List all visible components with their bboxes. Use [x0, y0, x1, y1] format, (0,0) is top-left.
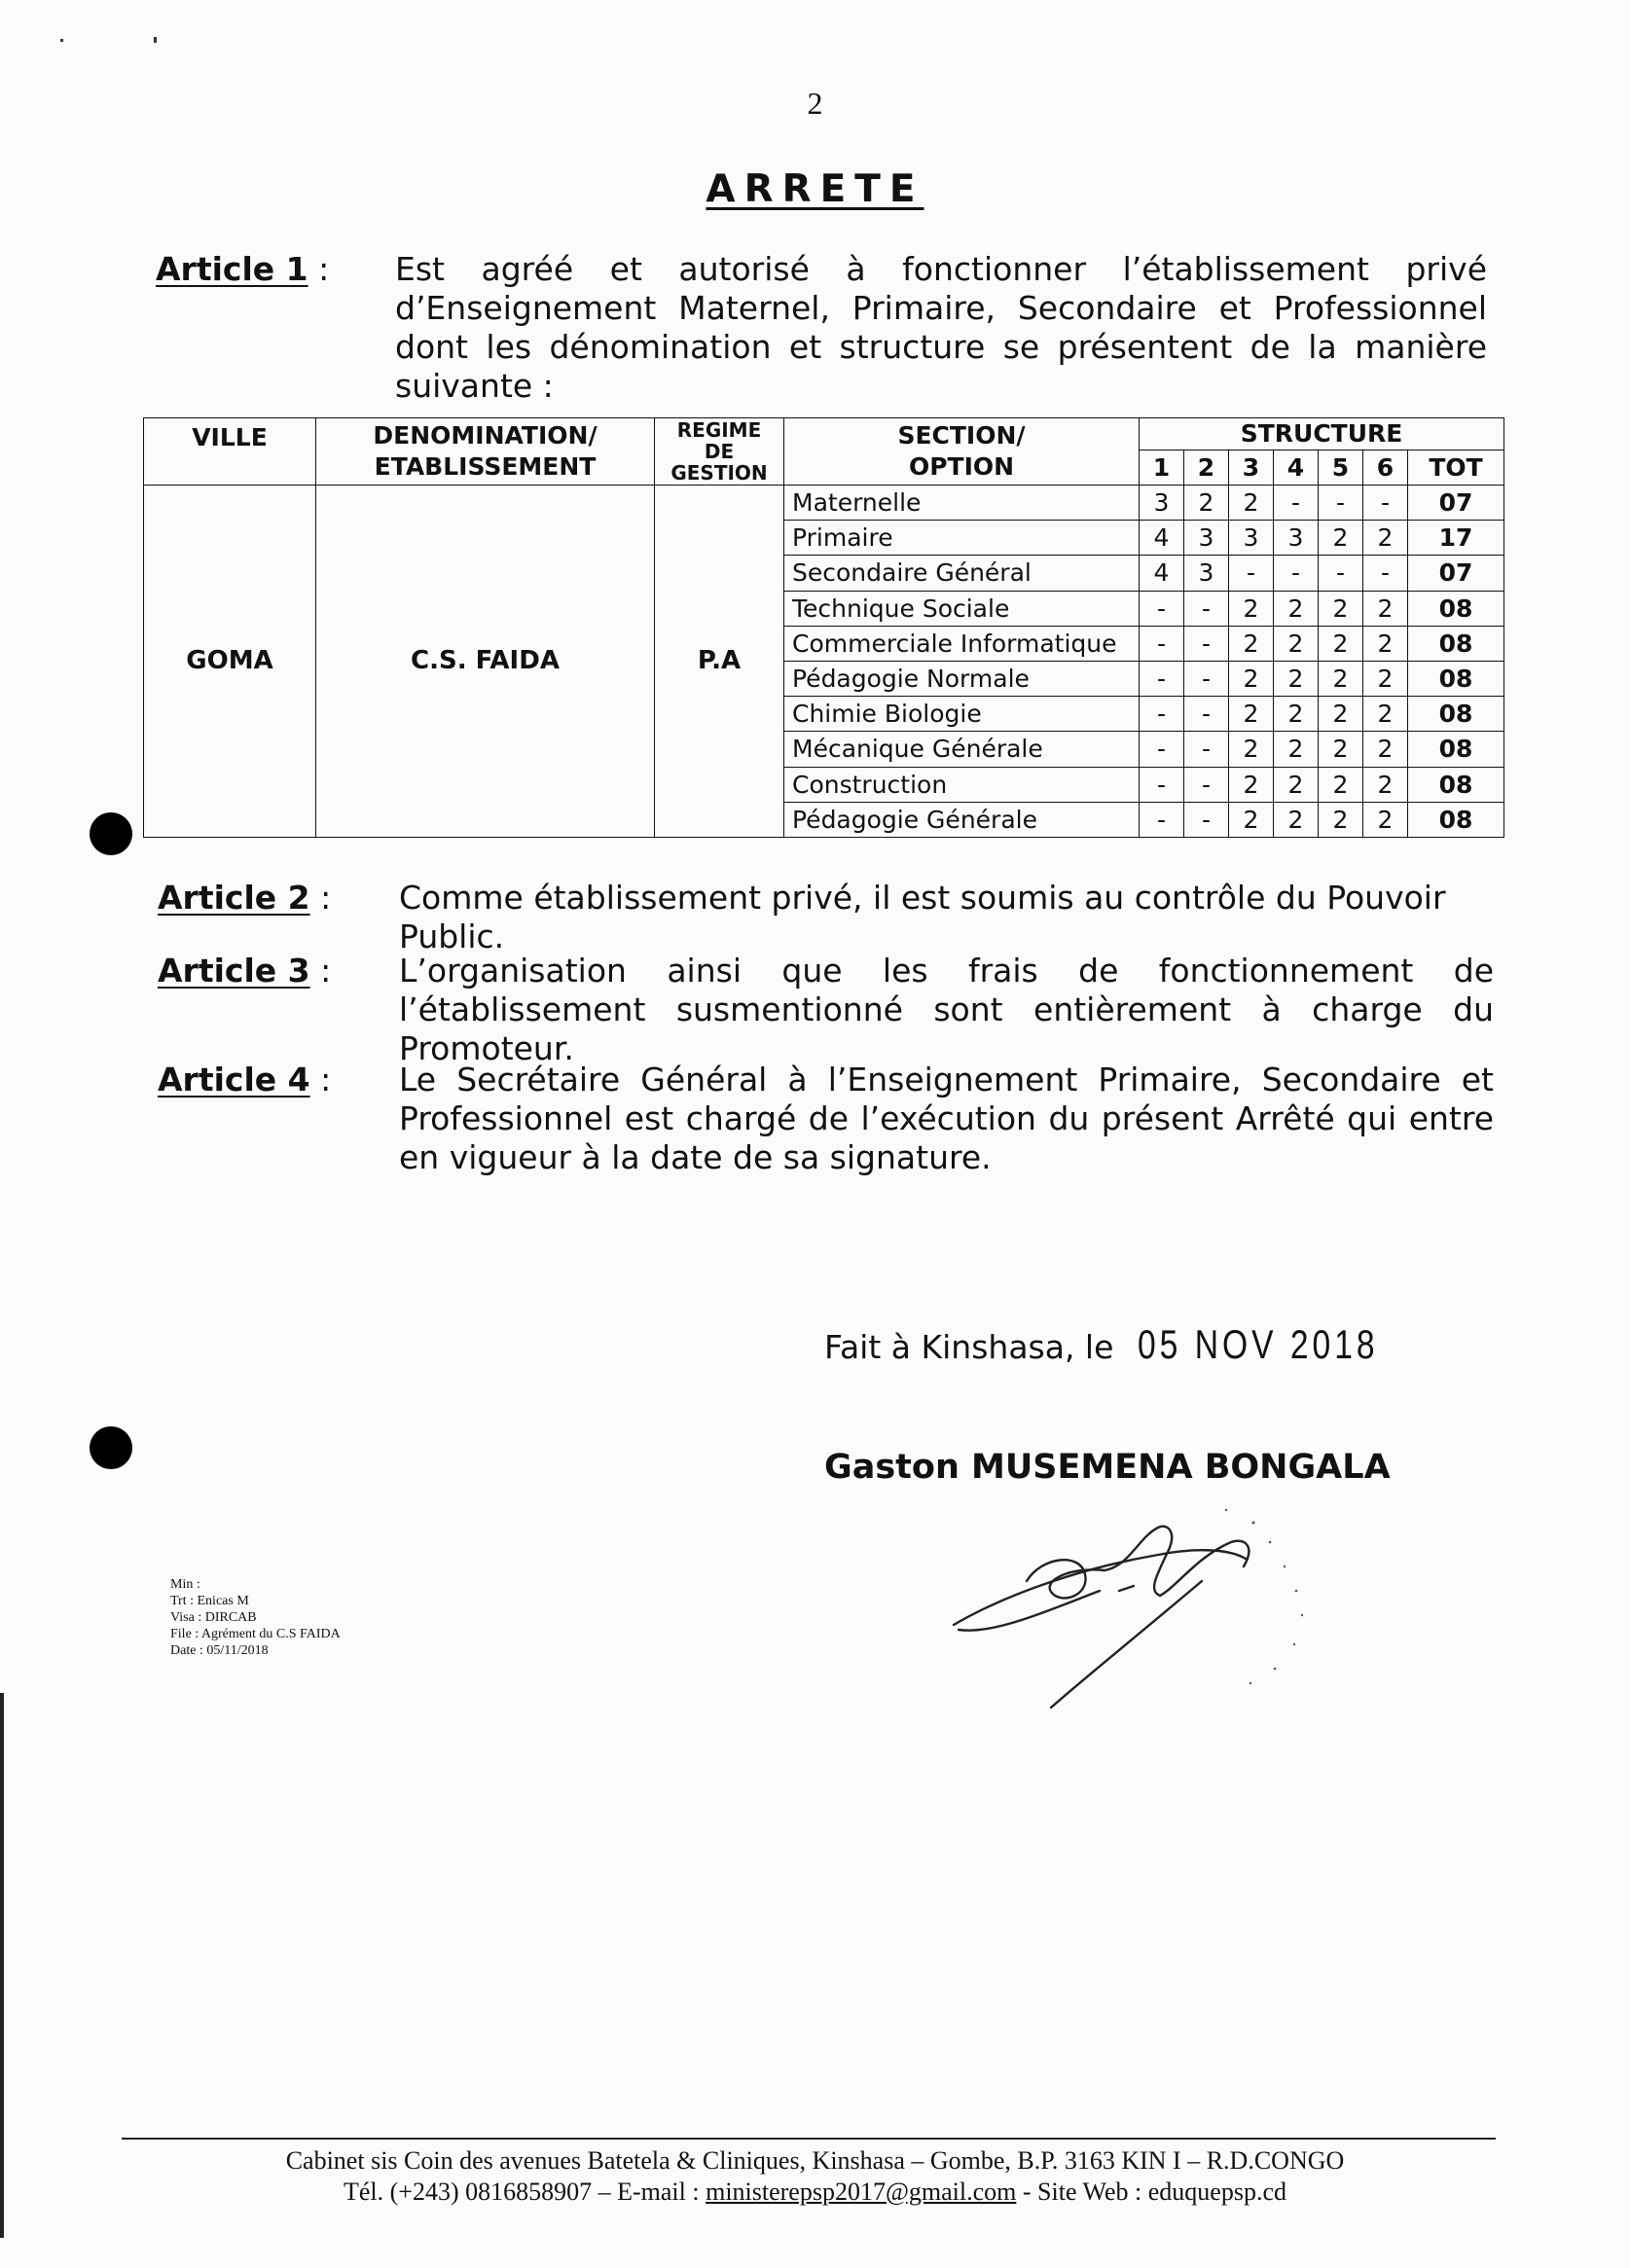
- reference-block: [170, 1576, 341, 1659]
- header-year-1: 1: [1140, 450, 1184, 486]
- cell-option: Maternelle: [784, 486, 1140, 521]
- cell-value: -: [1140, 591, 1184, 626]
- cell-total: 17: [1408, 521, 1504, 556]
- cell-value: 2: [1319, 732, 1363, 767]
- cell-value: 2: [1229, 732, 1274, 767]
- cell-value: 2: [1229, 591, 1274, 626]
- cell-value: 2: [1274, 732, 1319, 767]
- cell-value: -: [1184, 767, 1229, 802]
- scan-mark: [60, 39, 63, 42]
- cell-value: 2: [1229, 697, 1274, 732]
- cell-value: 2: [1229, 802, 1274, 837]
- article-4-text: Le Secrétaire Général à l’Enseignement Primaire, Secondaire et Professionnel est chargé de l’exécution du présent Arrêté qui entre en vigueur à la date de sa signature.: [399, 1061, 1494, 1176]
- cell-value: -: [1140, 802, 1184, 837]
- footer-address: Cabinet sis Coin des avenues Batetela & Cliniques, Kinshasa – Gombe, B.P. 3163 KIN I – R.D.CONGO: [285, 2146, 1345, 2175]
- structure-table: [143, 417, 1504, 838]
- cell-value: 2: [1363, 697, 1408, 732]
- cell-option: Chimie Biologie: [784, 697, 1140, 732]
- cell-value: -: [1184, 626, 1229, 661]
- cell-total: 08: [1408, 802, 1504, 837]
- article-3-label: Article 3 :: [158, 952, 332, 990]
- cell-value: -: [1140, 697, 1184, 732]
- cell-total: 08: [1408, 767, 1504, 802]
- article-label-text: Article 1: [156, 250, 308, 288]
- cell-value: -: [1274, 486, 1319, 521]
- cell-value: 2: [1363, 591, 1408, 626]
- cell-value: -: [1140, 661, 1184, 696]
- cell-value: -: [1184, 661, 1229, 696]
- article-label-text: Article 4: [158, 1061, 310, 1098]
- footer-email-link[interactable]: ministerepsp2017@gmail.com: [706, 2178, 1017, 2206]
- cell-value: -: [1184, 591, 1229, 626]
- footer-contact: [0, 2178, 1630, 2207]
- signatory-name: Gaston MUSEMENA BONGALA: [824, 1448, 1391, 1487]
- cell-value: -: [1319, 556, 1363, 591]
- handwritten-signature: [934, 1498, 1353, 1712]
- cell-value: -: [1140, 732, 1184, 767]
- cell-value: 2: [1229, 661, 1274, 696]
- cell-value: 2: [1274, 802, 1319, 837]
- cell-value: 2: [1363, 521, 1408, 556]
- cell-denomination: C.S. FAIDA: [316, 486, 655, 838]
- cell-option: Technique Sociale: [784, 591, 1140, 626]
- document-title: [0, 167, 1630, 211]
- header-year-3: 3: [1229, 450, 1274, 486]
- article-2-label: Article 2 :: [158, 879, 332, 917]
- ref-line: Visa : DIRCAB: [170, 1610, 257, 1625]
- cell-value: 2: [1363, 661, 1408, 696]
- cell-value: 3: [1184, 556, 1229, 591]
- cell-value: 2: [1274, 697, 1319, 732]
- place-text: Fait à Kinshasa, le: [824, 1328, 1114, 1366]
- article-1-label: Article 1 :: [156, 250, 330, 288]
- cell-value: 2: [1319, 661, 1363, 696]
- title-text: ARRETE: [706, 167, 924, 211]
- header-ville: VILLE: [144, 418, 316, 486]
- cell-value: -: [1319, 486, 1363, 521]
- cell-option: Commerciale Informatique: [784, 626, 1140, 661]
- cell-value: 2: [1319, 697, 1363, 732]
- cell-option: Pédagogie Générale: [784, 802, 1140, 837]
- cell-value: 2: [1319, 591, 1363, 626]
- cell-value: -: [1140, 626, 1184, 661]
- cell-value: -: [1363, 556, 1408, 591]
- article-label-text: Article 3: [158, 952, 310, 990]
- cell-option: Primaire: [784, 521, 1140, 556]
- cell-total: 08: [1408, 732, 1504, 767]
- cell-value: 2: [1229, 767, 1274, 802]
- table-row: [144, 486, 1504, 521]
- cell-value: 2: [1229, 486, 1274, 521]
- cell-option: Construction: [784, 767, 1140, 802]
- cell-value: -: [1363, 486, 1408, 521]
- footer-phone: Tél. (+243) 0816858907 – E-mail :: [343, 2178, 700, 2206]
- cell-value: 2: [1319, 767, 1363, 802]
- cell-option: Secondaire Général: [784, 556, 1140, 591]
- header-year-4: 4: [1274, 450, 1319, 486]
- cell-ville: GOMA: [144, 486, 316, 838]
- article-4-label: Article 4 :: [158, 1061, 332, 1098]
- header-year-2: 2: [1184, 450, 1229, 486]
- footer-website: - Site Web : eduquepsp.cd: [1022, 2178, 1286, 2206]
- page-number: 2: [807, 86, 823, 121]
- punch-hole: [90, 1426, 132, 1469]
- cell-value: 2: [1319, 802, 1363, 837]
- cell-value: 2: [1184, 486, 1229, 521]
- header-structure: STRUCTURE: [1140, 418, 1504, 450]
- scan-mark: [154, 37, 157, 43]
- cell-value: 3: [1274, 521, 1319, 556]
- punch-hole: [90, 812, 132, 855]
- article-1-text: Est agréé et autorisé à fonctionner l’établissement privé d’Enseignement Maternel, Primaire, Secondaire et Professionnel dont les dénomination et structure se présentent de la manière suivante :: [395, 250, 1487, 405]
- ref-line: Trt : Enicas M: [170, 1594, 249, 1608]
- ref-line: File : Agrément du C.S FAIDA: [170, 1627, 341, 1641]
- cell-value: 3: [1229, 521, 1274, 556]
- cell-value: 2: [1319, 521, 1363, 556]
- header-section: SECTION/ OPTION: [784, 418, 1140, 486]
- cell-total: 08: [1408, 697, 1504, 732]
- article-3-text: L’organisation ainsi que les frais de fonctionnement de l’établissement susmentionné sont entièrement à charge du Promoteur.: [399, 952, 1494, 1067]
- cell-value: 2: [1274, 626, 1319, 661]
- cell-value: 3: [1184, 521, 1229, 556]
- cell-total: 07: [1408, 556, 1504, 591]
- cell-option: Mécanique Générale: [784, 732, 1140, 767]
- header-tot: TOT: [1408, 450, 1504, 486]
- cell-value: -: [1184, 732, 1229, 767]
- cell-value: 2: [1363, 802, 1408, 837]
- header-regime: REGIME DE GESTION: [655, 418, 784, 486]
- cell-value: 2: [1363, 767, 1408, 802]
- cell-regime: P.A: [655, 486, 784, 838]
- cell-total: 08: [1408, 591, 1504, 626]
- cell-total: 08: [1408, 661, 1504, 696]
- article-label-text: Article 2: [158, 879, 310, 917]
- cell-value: -: [1140, 767, 1184, 802]
- cell-value: 2: [1274, 591, 1319, 626]
- cell-total: 07: [1408, 486, 1504, 521]
- cell-value: 2: [1274, 767, 1319, 802]
- date-stamp: 05 NOV 2018: [1137, 1321, 1379, 1367]
- header-denomination: DENOMINATION/ ETABLISSEMENT: [316, 418, 655, 486]
- cell-option: Pédagogie Normale: [784, 661, 1140, 696]
- cell-value: 2: [1319, 626, 1363, 661]
- cell-value: -: [1274, 556, 1319, 591]
- cell-value: 2: [1229, 626, 1274, 661]
- cell-value: -: [1184, 802, 1229, 837]
- cell-value: -: [1184, 697, 1229, 732]
- header-year-5: 5: [1319, 450, 1363, 486]
- cell-total: 08: [1408, 626, 1504, 661]
- place-date-line: [824, 1321, 1438, 1368]
- header-year-6: 6: [1363, 450, 1408, 486]
- ref-line: Min :: [170, 1577, 200, 1592]
- article-2-text: Comme établissement privé, il est soumis au contrôle du Pouvoir Public.: [399, 879, 1446, 955]
- cell-value: 2: [1363, 626, 1408, 661]
- ref-line: Date : 05/11/2018: [170, 1643, 269, 1658]
- footer-divider: [122, 2138, 1496, 2140]
- cell-value: 2: [1274, 661, 1319, 696]
- cell-value: 4: [1140, 556, 1184, 591]
- cell-value: 4: [1140, 521, 1184, 556]
- cell-value: -: [1229, 556, 1274, 591]
- cell-value: 2: [1363, 732, 1408, 767]
- cell-value: 3: [1140, 486, 1184, 521]
